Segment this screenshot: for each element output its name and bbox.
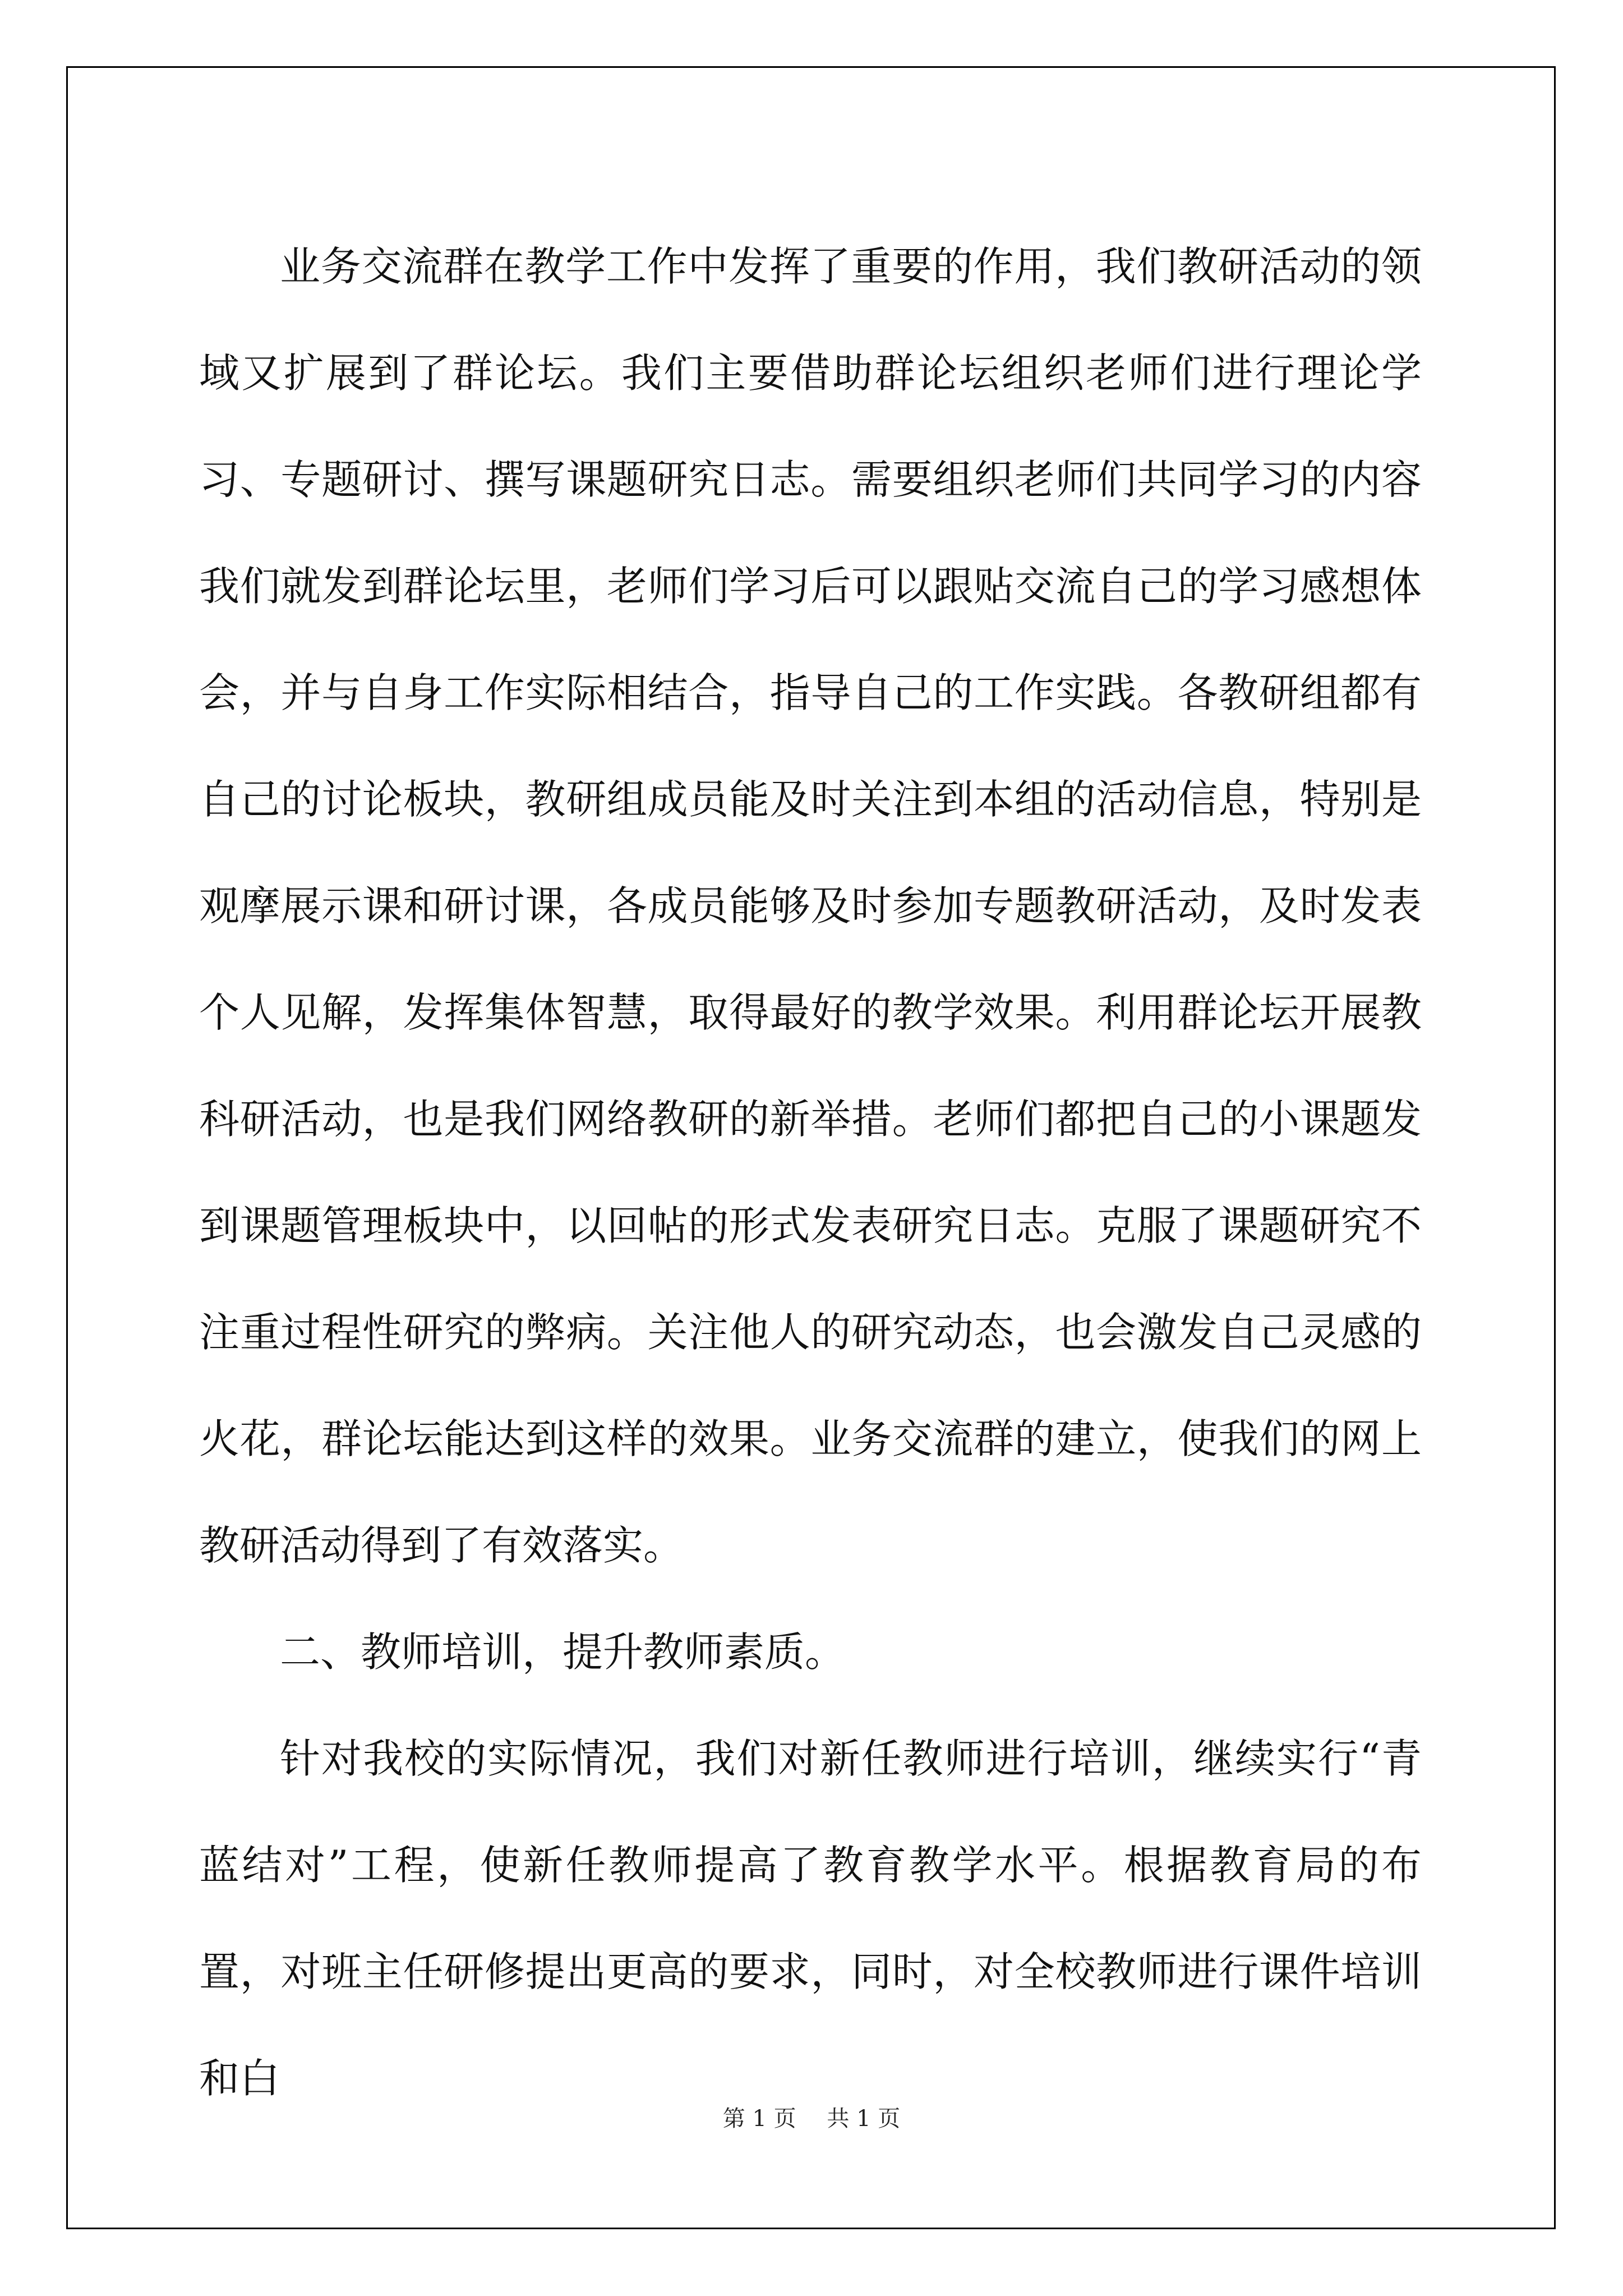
paragraph-forum: 业务交流群在教学工作中发挥了重要的作用，我们教研活动的领域又扩展到了群论坛。我们主要借助群论坛组织老师们进行理论学习、专题研讨、撰写课题研究日志。需要组织老师们共同学习的内容我们就发到群论坛里，老师们学习后可以跟贴交流自己的学习感想体会，并与自身工作实际相结合，指导自己的工作实践。各教研组都有自己的讨论板块，教研组成员能及时关注到本组的活动信息，特别是观摩展示课和研讨课，各成员能够及时参加专题教研活动，及时发表个人见解，发挥集体智慧，取得最好的教学效果。利用群论坛开展教科研活动，也是我们网络教研的新举措。老师们都把自己的小课题发到课题管理板块中，以回帖的形式发表研究日志。克服了课题研究不注重过程性研究的弊病。关注他人的研究动态，也会激发自己灵感的火花，群论坛能达到这样的效果。业务交流群的建立，使我们的网上教研活动得到了有效落实。 — [199, 243, 1422, 1569]
page-footer — [0, 2101, 1623, 2133]
document-body — [199, 213, 1422, 2132]
page-total: 共 1 页 — [827, 2106, 901, 2132]
paragraph-training: 针对我校的实际情况，我们对新任教师进行培训，继续实行“青蓝结对”工程，使新任教师提高了教育教学水平。根据教育局的布置，对班主任研修提出更高的要求，同时，对全校教师进行课件培训和白 — [199, 1735, 1422, 2102]
paragraph-heading-teacher-training: 二、教师培训，提升教师素质。 — [280, 1628, 846, 1676]
page-number: 第 1 页 — [722, 2106, 796, 2132]
